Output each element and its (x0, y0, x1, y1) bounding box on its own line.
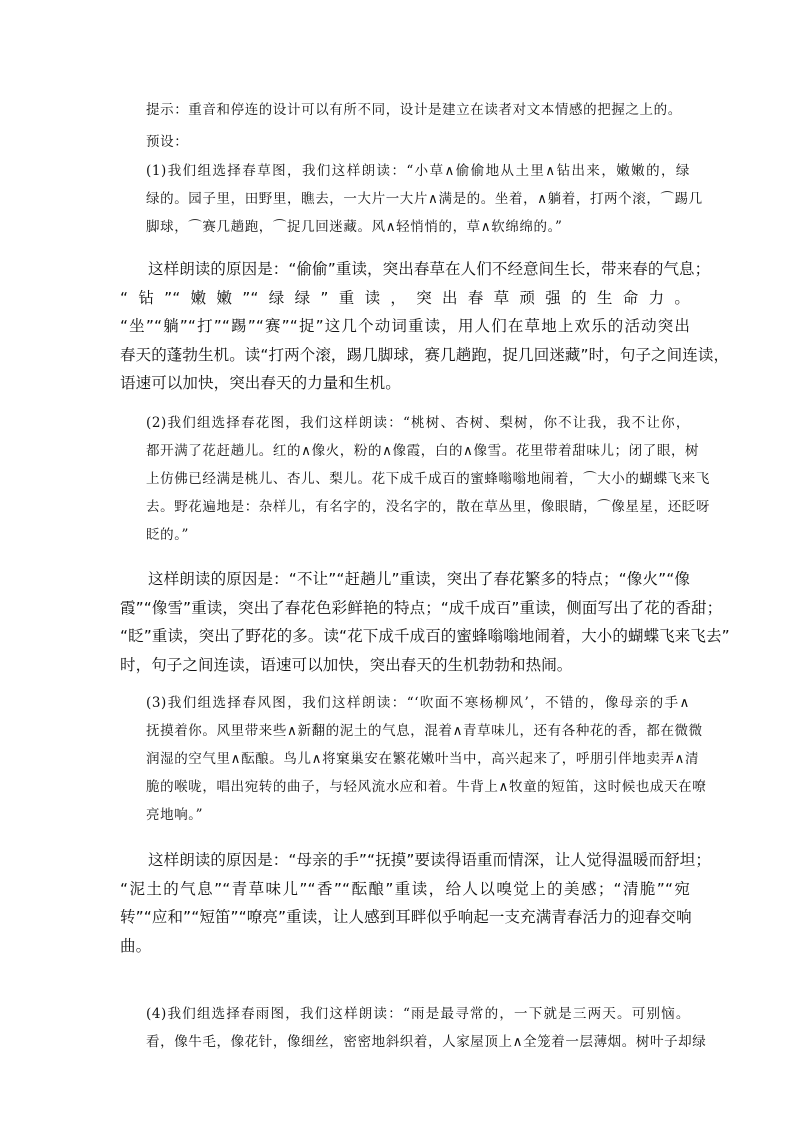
spring-wind-reading: (3)我们组选择春风图，我们这样朗读：“‘吹面不寒杨柳风’，不错的，像母亲的手∧ 抚摸着你。风里带来些∧新翻的泥土的气息，混着∧青草味儿，还有各种花的香，都在微微 润湿的空气里∧酝酿。鸟儿∧将窠巢安在繁花嫩叶当中，高兴起来了，呼朋引伴地卖弄∧清 脆的喉咙，唱出宛转的曲子，与轻风流水应和着。牛背上∧牧童的短笛，这时候也成天在嘹 亮地响。” (146, 695, 707, 823)
spring-grass-reason: 这样朗读的原因是：“偷偷”重读，突出春草在人们不经意间生长，带来春的气息； “钻”“嫩嫩”“绿绿”重读，突出春草顽强的生命力。 “坐”“躺”“打”“踢”“赛”“捉”这几个动词重读，用人们在草地上欢乐的活动突出 春天的蓬勃生机。读“打两个滚，踢几脚球，赛几趟跑，捉几回迷藏”时，句子之间连读， 语速可以加快，突出春天的力量和生机。 (120, 260, 730, 392)
tip-paragraph: 提示：重音和停连的设计可以有所不同，设计是建立在读者对文本情感的把握之上的。 (146, 102, 682, 118)
spring-grass-reading: (1)我们组选择春草图，我们这样朗读：“小草∧偷偷地从土里∧钻出来，嫩嫩的，绿 绿的。园子里，田野里，瞧去，一大片一大片∧满是的。坐着，∧躺着，打两个滚，⌒踢几 脚球，⌒赛几趟跑，⌒捉几回迷藏。风∧轻悄悄的，草∧软绵绵的。” (146, 163, 703, 235)
spring-flower-reading: (2)我们组选择春花图，我们这样朗读：“桃树、杏树、梨树，你不让我，我不让你， 都开满了花赶趟儿。红的∧像火，粉的∧像霞，白的∧像雪。花里带着甜味儿；闭了眼，树 上仿佛已经满是桃儿、杏儿、梨儿。花下成千成百的蜜蜂嗡嗡地闹着，⌒大小的蝴蝶飞来飞 去。野花遍地是：杂样儿，有名字的，没名字的，散在草丛里，像眼睛，⌒像星星，还眨呀 眨的。” (146, 415, 710, 543)
preset-label: 预设： (146, 134, 189, 150)
spring-wind-reason: 这样朗读的原因是：“母亲的手”“抚摸”要读得语重而情深，让人觉得温暖而舒坦； “泥土的气息”“青草味儿”“香”“酝酿”重读，给人以嗅觉上的美感；“清脆”“宛 转”“应和”“短笛”“嘹亮”重读，让人感到耳畔似乎响起一支充满青春活力的迎春交响 曲。 (120, 851, 711, 955)
spring-rain-reading: (4)我们组选择春雨图，我们这样朗读：“雨是最寻常的，一下就是三两天。可别恼。 看，像牛毛，像花针，像细丝，密密地斜织着，人家屋顶上∧全笼着一层薄烟。树叶子却绿 (146, 1006, 707, 1050)
spring-flower-reason: 这样朗读的原因是：“不让”“赶趟儿”重读，突出了春花繁多的特点；“像火”“像 霞”“像雪”重读，突出了春花色彩鲜艳的特点；“成千成百”重读，侧面写出了花的香甜； “眨”重读，突出了野花的多。读“花下成千成百的蜜蜂嗡嗡地闹着，大小的蝴蝶飞来飞去” 时，句子之间连读，语速可以加快，突出春天的生机勃勃和热闹。 (120, 570, 730, 674)
